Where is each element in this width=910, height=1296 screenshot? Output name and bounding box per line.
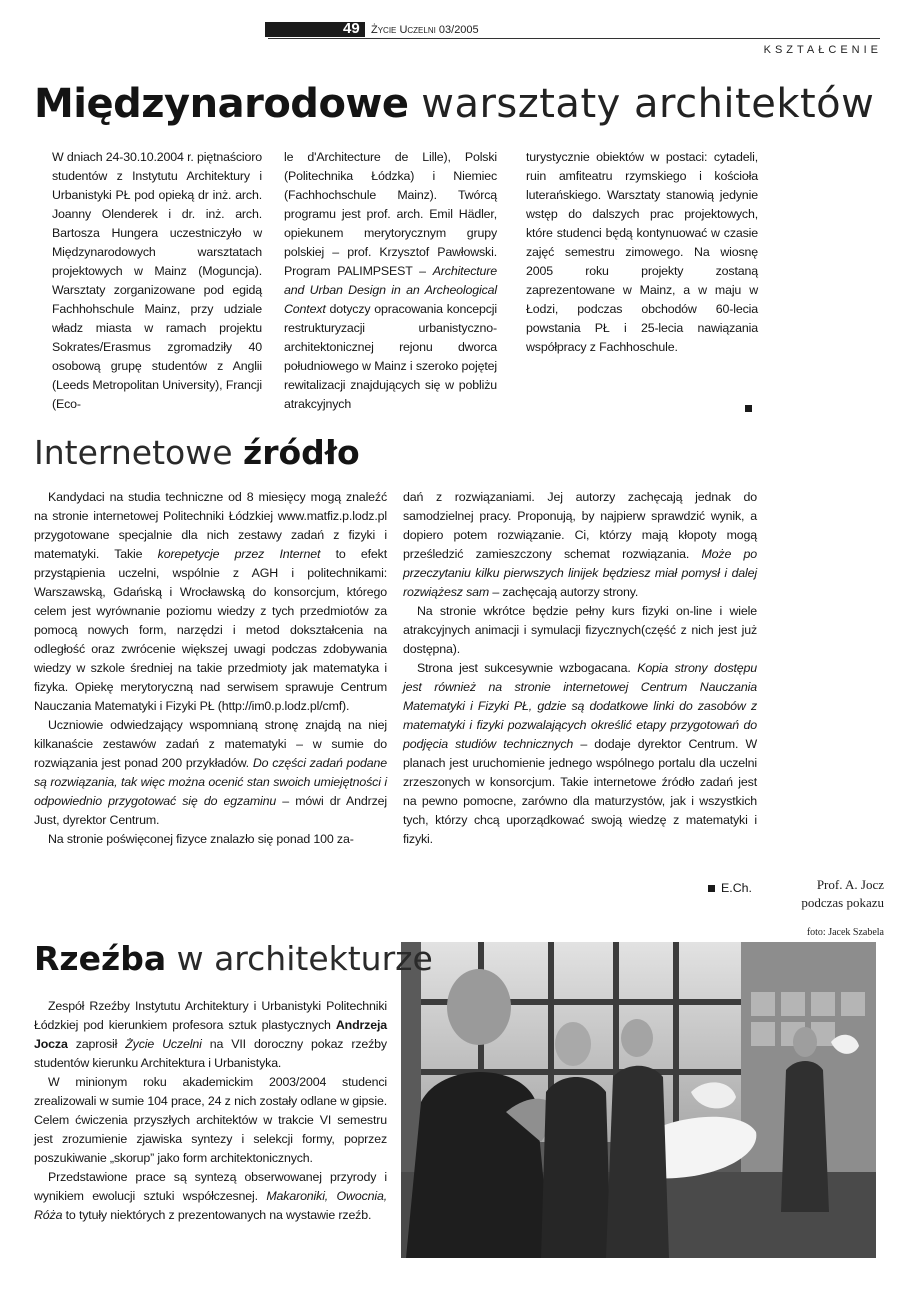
- article3-p1-italic: Życie Uczelni: [125, 1037, 202, 1051]
- article2-p3-cont-text-b: – zachęcają autorzy strony.: [489, 585, 639, 599]
- header-rule: [268, 38, 880, 39]
- article3-column: [34, 997, 387, 1225]
- article2-title-light: Internetowe: [34, 433, 233, 472]
- article2-p2-text-b: – mówi dr Andrzej Just, dyrektor Centrum.: [34, 794, 387, 827]
- article3-p1-text-a: Zespół Rzeźby Instytutu Architektury i Urbanistyki Politechniki Łódzkiej pod kierunkiem profesora sztuk plastycznych: [34, 999, 387, 1032]
- exhibition-photo-illustration: [401, 942, 876, 1258]
- article1-column-1: [52, 148, 262, 414]
- article2-paragraph-5: [403, 659, 757, 849]
- article1-column-3: [526, 148, 758, 357]
- article1-col1-text: W dniach 24-30.10.2004 r. piętnaścioro studentów z Instytutu Architektury i Urbanistyki PŁ pod opieką dr inż. arch. Joanny Olenderek i dr. inż. arch. Bartosza Hungera uczestniczyło w Międzynarodowych warsztatach projektowych w Mainz (Moguncja). Warsztaty zorganizowane pod egidą Fachhohschule Mainz, przy udziale władz miasta w ramach projektu Sokrates/Erasmus zgromadziły 40 osobową grupę studentów z Anglii (Leeds Metropolitan University), Francji (Eco-: [52, 150, 262, 411]
- section-label: KSZTAŁCENIE: [763, 44, 882, 56]
- article2-p3-cont-italic: Może po przeczytaniu kilku pierwszych linijek będziesz miał pomysł i dalej rozwiążesz sam: [403, 547, 757, 599]
- article2-p1-text-a: Kandydaci na studia techniczne od 8 miesięcy mogą znaleźć na stronie internetowej Politechniki Łódzkiej www.matfiz.p.lodz.pl przygotowane specjalnie dla nich zestawy zadań z fizyki i matematyki. Takie: [34, 490, 387, 561]
- article1-column-2: [284, 148, 497, 414]
- article2-signature: [708, 880, 752, 896]
- article1-col2-paragraph: [284, 148, 497, 414]
- article2-column-1: [34, 488, 387, 849]
- article2-p5-text-a: Strona jest sukcesywnie wzbogacana.: [417, 661, 638, 675]
- end-of-article-icon: [745, 405, 752, 412]
- article2-p5-italic: Kopia strony dostępu jest również na stronie internetowej Centrum Nauczania Matematyki i Fizyki PŁ, gdzie są dodatkowe linki do zasobów z matematyki i fizyki pozwalających określić etapy przygotowań do podjęcia studiów technicznych: [403, 661, 757, 751]
- article2-column-2: [403, 488, 757, 849]
- article2-paragraph-2: [34, 716, 387, 830]
- article3-p1-bold: Andrzeja Jocza: [34, 1018, 387, 1051]
- article2-paragraph-3: Na stronie poświęconej fizyce znalazło się ponad 100 za-: [48, 832, 354, 846]
- article2-p2-text-a: Uczniowie odwiedzający wspomnianą stronę znajdą na niej kilkanaście zestawów zadań z matematyki – w sumie do rozwiązania jest ponad 200 przykładów.: [34, 718, 387, 770]
- article2-title-bold: źródło: [243, 433, 360, 472]
- article2-p3-cont-text-a: dań z rozwiązaniami. Jej autorzy zachęcają jednak do samodzielnej pracy. Proponują, by najpierw sprawdzić wynik, a dopiero potem rozwiązanie. Ci, którzy mają kłopoty mogą prześledzić zamieszczony schemat rozwiązania.: [403, 490, 757, 561]
- article3-title: [34, 938, 433, 980]
- magazine-issue: Życie Uczelni 03/2005: [371, 24, 479, 36]
- article2-paragraph-1: [34, 488, 387, 716]
- article2-paragraph-3-continued: [403, 488, 757, 602]
- article2-title: [34, 432, 360, 474]
- end-of-article-icon: [708, 885, 715, 892]
- article3-p1-text-c: na VII doroczny pokaz rzeźby studentów kierunku Architektura i Urbanistyka.: [34, 1037, 387, 1070]
- article3-paragraph-2: W minionym roku akademickim 2003/2004 studenci zrealizowali w sumie 104 prace, 24 z nich zostały odlane w gipsie. Celem ćwiczenia przyszłych architektów w trakcie VI semestru jest zrozumienie zjawiska syntezy i selekcji formy, poprzez poszukiwanie „skorup” jako form architektonicznych.: [34, 1075, 387, 1165]
- article1-title-light: warsztaty architektów: [421, 81, 875, 127]
- article3-p3-text-b: to tytuły niektórych z prezentowanych na wystawie rzeźb.: [62, 1208, 372, 1222]
- article3-paragraph-1: [34, 997, 387, 1073]
- photo-caption-line-1: Prof. A. Jocz: [816, 877, 884, 892]
- article2-p2-italic: Do części zadań podane są rozwiązania, tak więc można ocenić stan swoich umiejętności i odpowiednio przygotować się do egzaminu: [34, 756, 388, 808]
- article2-p1-text-b: to efekt przystąpienia uczelni, wspólnie z AGH i politechnikami: Warszawską, Gdańską i Wrocławską do konsorcjum, którego celem jest wyrównanie poziomu wiedzy z tych przedmiotów za pomocą nowych form, narzędzi i metod dokształcenia na odległość oraz zwrócenie większej uwagi podczas zdobywania wiedzy w szkole średniej na takie przedmioty jak matematyka i fizyka. Opiekę merytoryczną nad serwisem sprawuje Centrum Nauczania Matematyki i Fizyki PŁ (http://im0.p.lodz.pl/cmf).: [34, 547, 387, 713]
- article1-col2-text-b: dotyczy opracowania koncepcji restrukturyzacji urbanistyczno-architektonicznej rejonu dworca południowego w Mainz i szeroko pojętej rewitalizacji znajdujących się w pobliżu atrakcyjnych: [284, 302, 497, 411]
- article3-p3-italic: Makaroniki, Owocnia, Róża: [34, 1189, 387, 1222]
- article3-p3-text-a: Przedstawione prace są syntezą obserwowanej przyrody i wynikiem ewolucji sztuki współczesnej.: [34, 1170, 387, 1203]
- article2-p1-italic: korepetycje przez Internet: [157, 547, 321, 561]
- article1-title-bold: Międzynarodowe: [34, 81, 409, 127]
- exhibition-photo: [401, 942, 876, 1258]
- article1-title: [34, 80, 874, 128]
- article1-col2-text-a: le d'Architecture de Lille), Polski (Politechnika Łódzka) i Niemiec (Fachhochschule Mainz). Twórcą programu jest prof. arch. Emil Hädler, opiekunem merytorycznym grupy polskiej – prof. Krzysztof Pawłowski. Program PALIMPSEST –: [284, 150, 497, 278]
- photo-credit: foto: Jacek Szabela: [806, 927, 884, 938]
- article3-paragraph-3: [34, 1168, 387, 1225]
- article3-p1-text-b: zaprosił: [67, 1037, 126, 1051]
- article2-p5-text-b: – dodaje dyrektor Centrum. W planach jest uruchomienie jednego wspólnego portalu dla uczelni zrzeszonych w konsorcjum. Takie internetowe źródło zadań jest na pewno pomocne, zarówno dla maturzystów, jak i wszystkich tych, którzy chcą uporządkować swoją wiedzę z matematyki i fizyki.: [403, 737, 757, 846]
- article1-col2-italic: Architecture and Urban Design in an Archeological Context: [284, 264, 497, 316]
- article3-title-bold: Rzeźba: [34, 939, 167, 978]
- article3-title-light: w architekturze: [176, 939, 433, 978]
- author-initials: E.Ch.: [721, 881, 752, 895]
- page-number: 49: [343, 20, 360, 37]
- photo-caption-line-2: podczas pokazu: [801, 895, 884, 910]
- article2-paragraph-4: Na stronie wkrótce będzie pełny kurs fizyki on-line i wiele atrakcyjnych animacji i symulacji fizycznych(część z nich jest już dostępna).: [403, 604, 757, 656]
- article1-col3-text: turystycznie obiektów w postaci: cytadeli, ruin amfiteatru rzymskiego i kościoła luterańskiego. Warsztaty stanowią jedynie wstęp do dalszych prac projektowych, które studenci będą kontynuować w czasie zajęć semestru zimowego. Na wiosnę 2005 roku projekty zostaną zaprezentowane w Mainz, a w maju w Łodzi, podczas obchodów 60-lecia powstania PŁ i 25-lecia nawiązania współpracy z Fachhoschule.: [526, 150, 758, 354]
- photo-caption: [784, 876, 884, 912]
